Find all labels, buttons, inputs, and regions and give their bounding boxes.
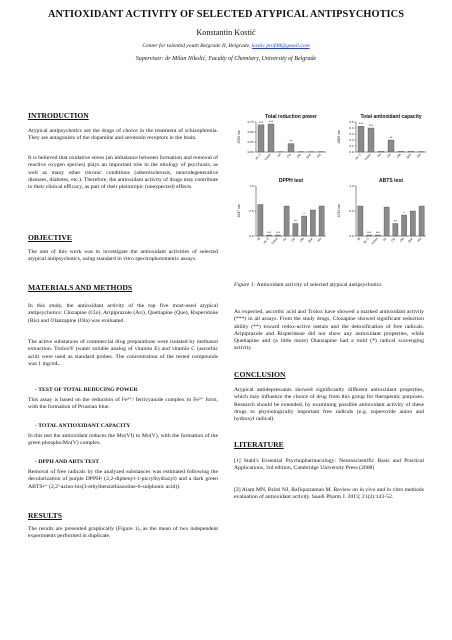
significance-label: ** [289, 139, 293, 144]
chart-bar [302, 216, 307, 236]
y-tick-label: 0.5 [249, 209, 254, 214]
test1-title: - TEST OF TOTAL REDUCING POWER [35, 387, 138, 393]
chart-bar [268, 124, 274, 152]
significance-label: ** [389, 136, 393, 140]
email-link[interactable]: kostic.prof48@gmail.com [251, 43, 310, 49]
significance-label: *** [375, 231, 380, 235]
y-tick-label: 0.0 [249, 234, 254, 239]
category-label: Bl [356, 236, 362, 242]
significance-label: *** [275, 231, 280, 235]
y-axis-label: A695 nm [337, 130, 341, 144]
category-label: Ola [298, 236, 305, 243]
significance-label: *** [367, 231, 372, 235]
category-label: Vit. C [262, 236, 270, 245]
chart-bar [288, 144, 294, 152]
y-tick-label: 1.0 [249, 184, 254, 189]
chart-bar [368, 128, 374, 152]
chart-bar [367, 235, 372, 236]
results-heading: RESULTS [28, 511, 62, 520]
category-label: Que [306, 236, 314, 244]
reference-1: [1] Stahl's Essential Psychopharmacology: Neuroscientific Basis and Practical Applications, 3rd edition, Cambridge University Press (2008) [234, 458, 424, 472]
category-label: Vit. C [362, 236, 370, 245]
chart-bar [293, 224, 298, 237]
significance-label: ** [393, 219, 397, 224]
reference-2: [2] Alam MN, Bristi NJ, Rafiquzzaman M. Review on in vivo and in vitro methods evaluation of antioxidant activity. Saudi Pharm J. 2013; 21(2):143-52. [234, 487, 424, 501]
significance-label: *** [258, 120, 264, 125]
y-tick-label: 0.00 [247, 150, 254, 155]
chart-bar [258, 205, 263, 237]
conclusion-p1: Atypical antidepressants showed significantly different antioxidant properties, which may influence the choice of drug from this group for therapeutic purposes. Research should be extended, by examining possible antioxidant activity of these drugs to physiologically important free radicals (e.g. superoxide anion and hydroxyl radical). [234, 387, 424, 423]
chart-bar [378, 151, 384, 152]
figure-caption-label: Figure 1: [234, 282, 256, 288]
conclusion-heading: CONCLUSION [234, 370, 286, 379]
figure-caption [234, 282, 424, 289]
test2-text: In this test the antioxidant reduces the Mo(VI) to Mo(V), with the formation of the green phospho/Mo(V) complex. [28, 433, 218, 447]
category-label: Ris [415, 152, 422, 159]
significance-label: * [403, 211, 405, 215]
discussion-p1: As expected, ascorbic acid and Trolox have showed a marked antioxidant activity (***) in all assays. From the study drugs, Clozapine showed significant reduction ability (**) toward redox-active metals and the detoxification of free radicals. Aripiprazole and Risperidone did not show any antioxidant properties, while Quetiapine and (a little more) Olanzapine had a mild (*) radical scavenging activity. [234, 309, 424, 352]
category-label: Ola [295, 152, 302, 159]
chart-bar [310, 210, 315, 236]
category-label: Ris [315, 152, 322, 159]
category-label: Ola [398, 236, 405, 243]
category-label: Ari [381, 236, 388, 242]
category-label: Ola [395, 152, 402, 159]
chart-bar [384, 207, 389, 236]
significance-label: ** [293, 219, 297, 224]
chart-bar [388, 140, 394, 152]
y-tick-label: 0.3 [349, 132, 354, 137]
category-label: Ris [316, 236, 323, 243]
category-label: Clo [390, 236, 397, 243]
chart-bar [284, 206, 289, 236]
literature-heading: LITERATURE [234, 440, 284, 449]
chart-bar [402, 215, 407, 236]
chart-bar [408, 151, 414, 152]
affiliation [0, 43, 452, 49]
test2-title: - TOTAL ANTIOXIDANT CAPACITY [35, 423, 131, 429]
chart-bar [419, 206, 424, 236]
y-tick-label: 0.0 [349, 234, 354, 239]
category-label: Ris [416, 236, 423, 243]
y-tick-label: 0.1 [349, 144, 354, 149]
author: Konstantin Kostić [196, 28, 256, 37]
methods-heading: MATERIALS AND METHODS [28, 283, 133, 292]
y-tick-label: 0.50 [247, 130, 254, 135]
category-label: Trolox [270, 236, 279, 246]
page-title: ANTIOXIDANT ACTIVITY OF SELECTED ATYPICAL ANTIPSYCHOTICS [47, 9, 405, 20]
y-axis-label: A734 nm [337, 204, 341, 218]
y-axis-label: A517 nm [237, 204, 241, 218]
significance-label: *** [368, 124, 374, 128]
category-label: Trolox [263, 152, 272, 162]
y-tick-label: 0.4 [349, 126, 354, 131]
test3-text: Removal of free radicals by the analyzed substances was estimated following the decolorization of purple DPPH• (2,2-diphenyl-1-picrylhydrazyl) and a dark green ABTS•⁺ (2,2'-azino-bis(3-ethylbenzothiazoline-6-sulphonic acid)). [28, 469, 218, 490]
chart-title: Total reduction power [265, 114, 317, 120]
significance-label: *** [268, 120, 274, 124]
category-label: Ari [276, 152, 282, 158]
category-label: Vit. C [254, 152, 262, 161]
figure-charts [232, 110, 432, 278]
chart-bar [393, 224, 398, 237]
category-label: Que [406, 236, 414, 244]
supervisor: Supervisor: dr Milan Nikolić, Faculty of Chemistry, University of Belgrade [135, 56, 317, 62]
chart-bar [358, 206, 363, 236]
category-label: Clo [285, 152, 292, 159]
objective-p1: The aim of this work was to investigate the antioxidant activities of selected atypical antipsychotics, using standard in vitro spectrophotometric assays. [28, 249, 218, 263]
chart-bar [319, 206, 324, 236]
chart-bar [375, 235, 380, 236]
affiliation-text: Center for talented youth Belgrade II, Belgrade, [142, 43, 252, 49]
results-p1: The results are presented graphically (Figure 1), as the mean of two independent experiments performed in duplicate. [28, 526, 218, 540]
y-tick-label: 0.0 [349, 150, 354, 155]
chart-title: ABTS test [379, 178, 403, 184]
test3-title: - DPPH AND ABTS TEST [35, 459, 100, 465]
y-tick-label: 1.0 [349, 184, 354, 189]
significance-label: * [303, 212, 305, 216]
introduction-heading: INTRODUCTION [28, 111, 89, 120]
chart-bar [410, 211, 415, 236]
y-axis-label: A700 nm [237, 130, 241, 144]
chart-title: Total antioxidant capacity [360, 114, 422, 120]
significance-label: *** [358, 122, 364, 127]
category-label: Ari [376, 152, 382, 158]
category-label: Ari [281, 236, 288, 242]
chart-title: DPPH test [278, 178, 304, 184]
category-label: Bl [256, 236, 262, 242]
chart-bar [258, 125, 264, 152]
y-tick-label: 0.5 [349, 209, 354, 214]
y-tick-label: 0.75 [247, 120, 254, 125]
chart-bar [398, 151, 404, 152]
y-tick-label: 0.25 [247, 140, 254, 145]
category-label: Clo [385, 152, 392, 159]
methods-p2: The active substances of commercial drug preparations were isolated by methanol extraction. Trolox® (water soluble analog of vitamin E) and vitamin C (ascorbic acid) were used as standard probes. The concentration of the tested compounds was 1 mg/mL. [28, 339, 218, 367]
category-label: Que [405, 152, 412, 160]
category-label: Vit. C [354, 152, 362, 161]
y-tick-label: 0.2 [349, 138, 354, 143]
chart-bar [267, 235, 272, 236]
figure-caption-text: Antioxidant activity of selected atypical antipsychotics [255, 282, 382, 288]
introduction-p1: Atypical antipsychotics are the drugs of choice in the treatment of schizophrenia. They are antagonists of the dopamine and serotonin receptors in the brain. [28, 128, 218, 142]
introduction-p2: It is believed that oxidative stress (an imbalance between formation and removal of reactive oxygen species) plays an important role in the etiology of psychosis, as well as many other chronic conditions (atherosclerosis, neurodegenerative diseases, diabetes, etc.). Therefore, the antioxidant activity of drugs may contribute to their clinical efficacy, as part of their pleiotropic (unexpected) effects. [28, 155, 218, 191]
chart-bar [275, 235, 280, 236]
category-label: Trolox [370, 236, 379, 246]
significance-label: *** [267, 231, 272, 235]
objective-heading: OBJECTIVE [28, 233, 72, 242]
test1-text: This assay is based on the reduction of Fe³⁺/ ferricyanide complex to Fe²⁺ form, with the formation of Prussian blue. [28, 397, 218, 411]
category-label: Que [305, 152, 312, 160]
category-label: Clo [290, 236, 297, 243]
y-tick-label: 0.5 [349, 120, 354, 125]
chart-bar [358, 126, 364, 152]
methods-p1: In this study, the antioxidant activity of the top five most-used atypical antipsychotics: Clozapine (Clo), Aripiprazole (Ari), Quetiapine (Que), Risperidone (Ris) and Olanzapine (Ola) was evaluated. [28, 303, 218, 324]
category-label: Trolox [363, 152, 372, 162]
